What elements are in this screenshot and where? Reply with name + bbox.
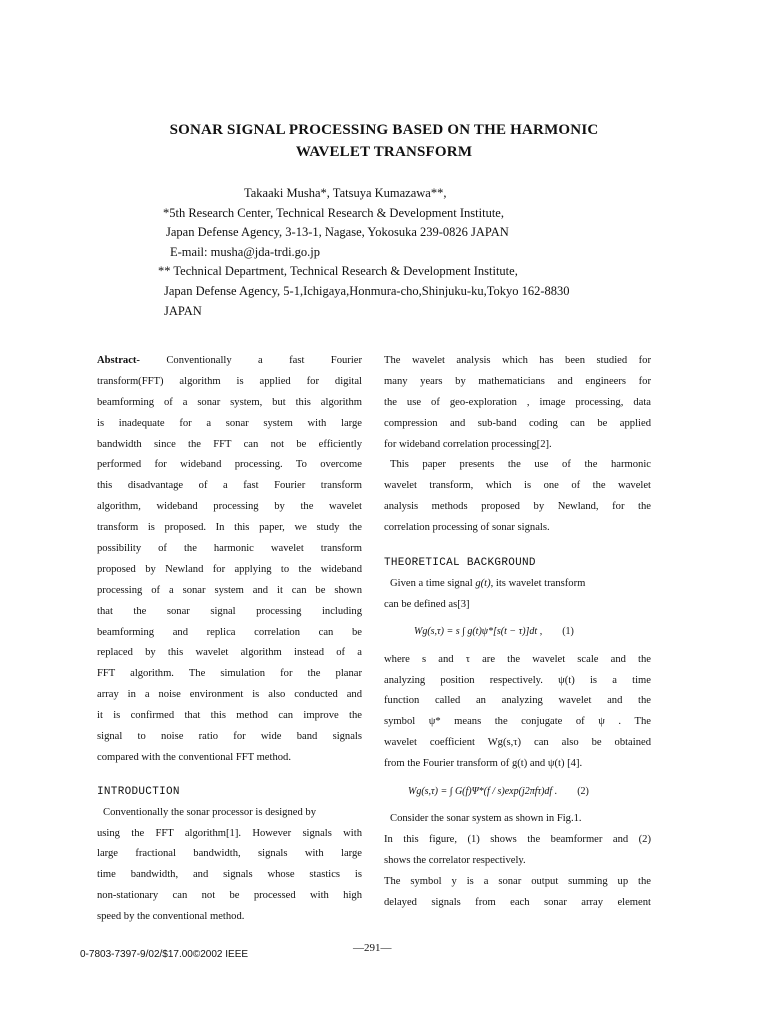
abstract-line: performed for wideband processing. To overcome [97, 459, 362, 471]
body-line: delayed signals from each sonar array element [384, 896, 651, 908]
body-line: many years by mathematicians and engineers for [384, 375, 651, 387]
intro-line: Conventionally the sonar processor is designed by [103, 806, 317, 818]
body-line: This paper presents the use of the harmonic [390, 459, 651, 471]
abstract-line: bandwidth since the FFT can not be efficiently [97, 438, 362, 450]
body-line: wavelet coefficient Wg(s,τ) can also be obtained [384, 737, 651, 749]
affiliation-1-line-2: Japan Defense Agency, 3-13-1, Nagase, Yokosuka 239-0826 JAPAN [166, 225, 509, 240]
abstract-line: beamforming and replica correlation can be [97, 626, 362, 638]
author-email: E-mail: musha@jda-trdi.go.jp [170, 244, 321, 259]
abstract-line: it is confirmed that this method can improve the [97, 710, 362, 722]
introduction-heading: INTRODUCTION [97, 785, 180, 798]
theory-text: , its wavelet transform [490, 577, 586, 589]
footer-copyright: 0-7803-7397-9/02/$17.00©2002 IEEE [80, 949, 249, 960]
body-line: analysis methods proposed by Newland, for the [384, 501, 651, 513]
body-line: symbol ψ* means the conjugate of ψ . The [384, 716, 651, 728]
theory-text: Given a time signal [390, 577, 476, 589]
body-line: In this figure, (1) shows the beamformer and (2) [384, 833, 651, 845]
abstract-line: possibility of the harmonic wavelet transform [97, 543, 362, 555]
body-line: the use of geo-exploration , image processing, data [384, 396, 651, 408]
abstract-line: processing of a sonar system and it can be shown [97, 584, 362, 596]
equation-1-number: (1) [562, 626, 574, 638]
abstract-first-line [97, 351, 362, 372]
abstract-line: algorithm, wideband processing by the wavelet [97, 501, 362, 513]
abstract-line: FFT algorithm. The simulation for the planar [97, 668, 362, 680]
equation-2 [384, 775, 651, 809]
affiliation-1-line-1: *5th Research Center, Technical Research & Development Institute, [163, 205, 504, 220]
abstract-line: proposed by Newland for applying to the wideband [97, 563, 362, 575]
body-line: function called an analyzing wavelet and the [384, 695, 651, 707]
body-line: Consider the sonar system as shown in Fig.1. [390, 813, 582, 825]
body-line: analyzing position respectively. ψ(t) is a time [384, 674, 651, 686]
equation-1-body: Wg(s,τ) = s ∫ g(t)ψ*[s(t − τ)]dt , [414, 626, 543, 638]
author-names: Takaaki Musha*, Tatsuya Kumazawa**, [244, 186, 447, 200]
abstract-label: Abstract- [97, 355, 140, 366]
intro-line: time bandwidth, and signals whose stastics is [97, 869, 362, 881]
abstract-line: this disadvantage of a fast Fourier transform [97, 480, 362, 492]
body-line: compression and sub-band coding can be applied [384, 417, 651, 429]
abstract-line: that the sonar signal processing including [97, 605, 362, 617]
abstract-line: transform(FFT) algorithm is applied for digital [97, 375, 362, 387]
section-gap [97, 769, 362, 782]
body-line: The wavelet analysis which has been studied for [384, 355, 651, 366]
body-line: wavelet transform, which is one of the wavelet [384, 480, 651, 492]
paper-title [100, 119, 668, 163]
body-line: where s and τ are the wavelet scale and the [384, 653, 651, 665]
intro-line: using the FFT algorithm[1]. However signals with [97, 827, 362, 839]
equation-2-number: (2) [577, 785, 589, 797]
abstract-line: compared with the conventional FFT method. [97, 751, 291, 763]
theory-line-1 [384, 574, 651, 595]
abstract-line: beamforming of a sonar system, but this algorithm [97, 396, 362, 408]
body-line: shows the correlator respectively. [384, 854, 526, 866]
equation-2-body: Wg(s,τ) = ∫ G(f)Ψ*(f / s)exp(j2πfτ)df . [408, 785, 558, 797]
abstract-line: replaced by this wavelet algorithm instead of a [97, 647, 362, 659]
body-line: correlation processing of sonar signals. [384, 522, 550, 534]
body-line: for wideband correlation processing[2]. [384, 438, 552, 450]
signal-symbol: g(t) [475, 577, 491, 589]
section-gap [384, 539, 651, 553]
theory-line-2: can be defined as[3] [384, 598, 470, 610]
intro-line: speed by the conventional method. [97, 911, 245, 923]
abstract-line: is inadequate for a sonar system with large [97, 417, 362, 429]
body-line: The symbol y is a sonar output summing up the [384, 875, 651, 887]
affiliation-2-line-3: JAPAN [164, 303, 202, 318]
abstract-line: signal to noise ratio for wide band signals [97, 731, 362, 743]
body-line: from the Fourier transform of g(t) and ψ(t) [4]. [384, 758, 583, 770]
left-column [97, 351, 362, 928]
abstract-line: transform is proposed. In this paper, we study the [97, 522, 362, 534]
page-number: —291— [353, 942, 392, 954]
equation-1 [384, 616, 651, 650]
abstract-line: Conventionally a fast Fourier [166, 355, 362, 366]
affiliation-2-line-2: Japan Defense Agency, 5-1,Ichigaya,Honmura-cho,Shinjuku-ku,Tokyo 162-8830 [164, 284, 570, 298]
abstract-line: array in a noise environment is also conducted and [97, 689, 362, 701]
affiliation-2-line-1: ** Technical Department, Technical Research & Development Institute, [158, 264, 518, 279]
right-column [384, 351, 651, 913]
intro-line: large fractional bandwidth, signals with large [97, 848, 362, 860]
intro-line: non-stationary can not be processed with high [97, 890, 362, 902]
title-line-1: SONAR SIGNAL PROCESSING BASED ON THE HARMONIC [169, 122, 599, 138]
title-line-2: WAVELET TRANSFORM [295, 144, 473, 160]
theory-heading: THEORETICAL BACKGROUND [384, 557, 536, 570]
